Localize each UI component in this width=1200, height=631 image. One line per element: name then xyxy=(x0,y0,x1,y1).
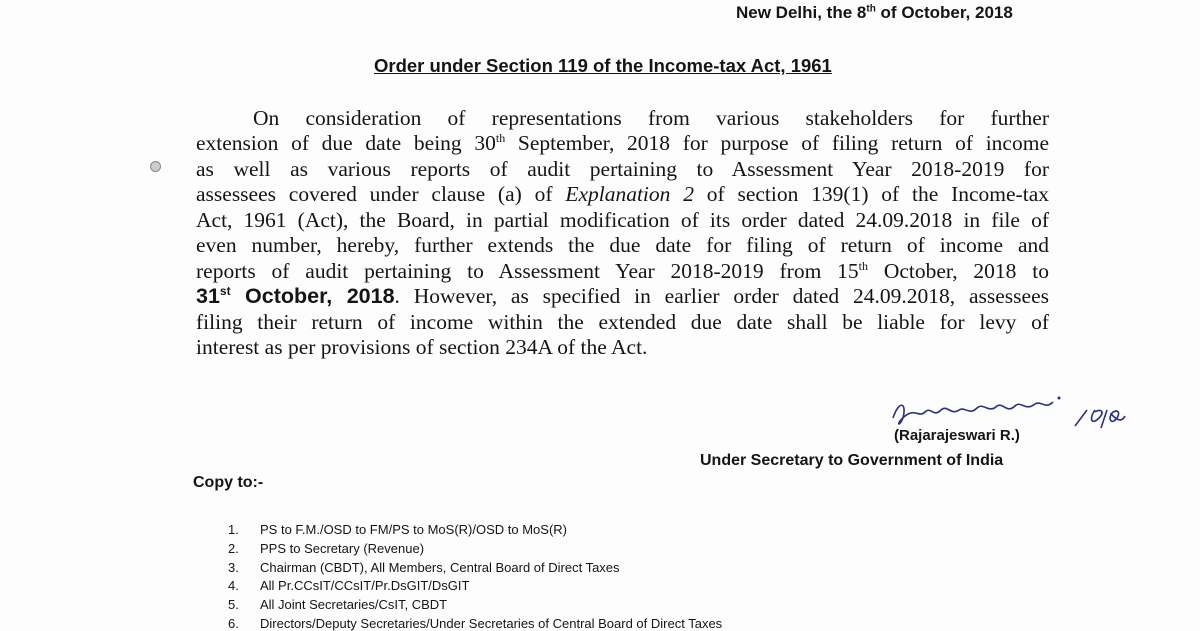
body-line: assessees covered under clause (a) of Explanation 2 of section 139(1) of the Income-tax xyxy=(196,182,1049,206)
order-title: Order under Section 119 of the Income-tax Act, 1961 xyxy=(374,55,832,76)
body-line: filing their return of income within the extended due date shall be liable for levy of xyxy=(196,310,1049,334)
list-item: 3. Chairman (CBDT), All Members, Central Board of Direct Taxes xyxy=(228,560,620,575)
body-line: interest as per provisions of section 234A of the Act. xyxy=(196,335,648,359)
body-line: extension of due date being 30th September, 2018 for purpose of filing return of income xyxy=(196,130,1049,155)
signatory-designation: Under Secretary to Government of India xyxy=(700,452,1004,469)
body-line: On consideration of representations from various stakeholders for further xyxy=(253,106,1049,130)
body-line: reports of audit pertaining to Assessment Year 2018-2019 from 15th October, 2018 to xyxy=(196,258,1049,283)
copy-to-label: Copy to:- xyxy=(193,474,264,491)
list-item: 5. All Joint Secretaries/CsIT, CBDT xyxy=(228,597,448,612)
list-item: 2. PPS to Secretary (Revenue) xyxy=(228,541,425,556)
list-item: 6. Directors/Deputy Secretaries/Under Secretaries of Central Board of Direct Taxes xyxy=(228,616,723,631)
body-line: as well as various reports of audit pertaining to Assessment Year 2018-2019 for xyxy=(196,157,1049,181)
order-date: New Delhi, the 8th of October, 2018 xyxy=(736,3,1013,22)
body-line: Act, 1961 (Act), the Board, in partial modification of its order dated 24.09.2018 in file of xyxy=(196,208,1049,232)
list-item: 4. All Pr.CCsIT/CCsIT/Pr.DsGIT/DsGIT xyxy=(228,578,470,593)
punch-mark xyxy=(150,161,161,172)
body-line: even number, hereby, further extends the due date for filing of return of income and xyxy=(196,233,1049,257)
list-item: 1. PS to F.M./OSD to FM/PS to MoS(R)/OSD to MoS(R) xyxy=(228,522,567,537)
body-line: 31st October, 2018. However, as specified in earlier order dated 24.09.2018, assessees xyxy=(196,283,1049,308)
signatory-name: (Rajarajeswari R.) xyxy=(894,427,1020,444)
